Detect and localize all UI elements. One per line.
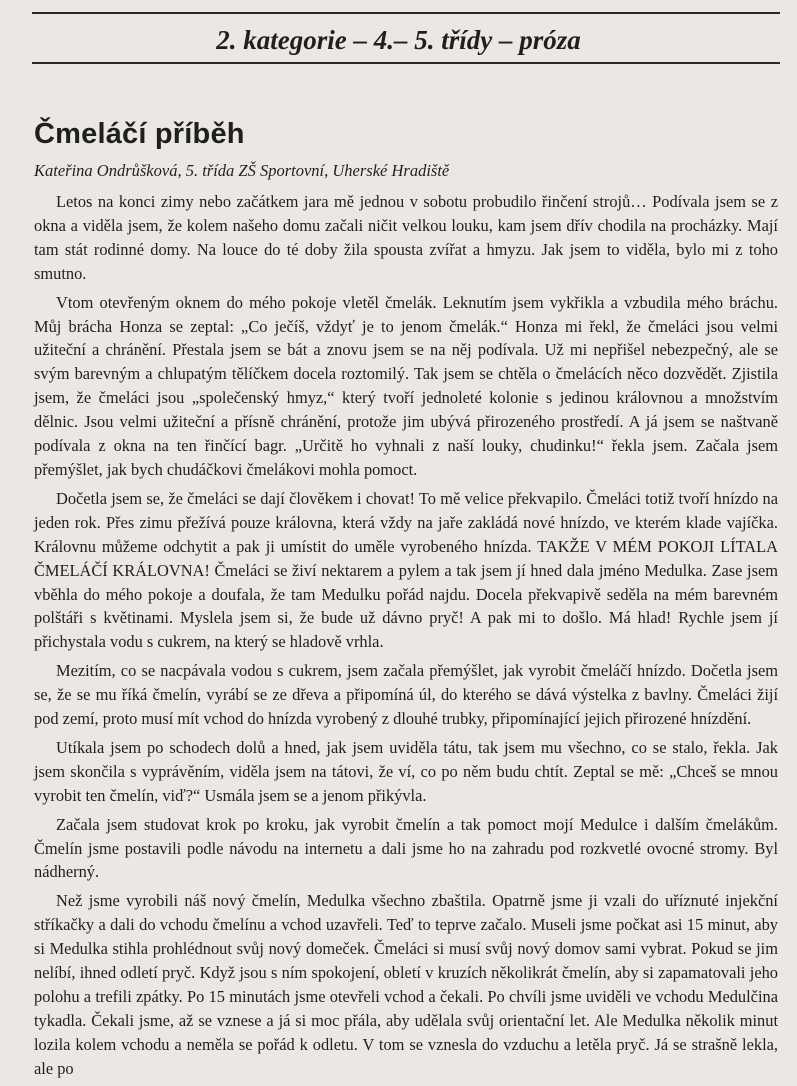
article-byline: Kateřina Ondrůšková, 5. třída ZŠ Sportovní, Uherské Hradiště <box>34 161 450 180</box>
article-body <box>34 190 778 1086</box>
paragraph: Dočetla jsem se, že čmeláci se dají člověkem i chovat! To mě velice překvapilo. Čmeláci totiž tvoří hnízdo na jeden rok. Přes zimu přežívá pouze královna, která vždy na jaře zakládá nové hnízdo, ve kterém klade vajíčka. Královnu můžeme odchytit a pak ji umístit do uměle vyrobeného hnízda. TAKŽE V MÉM POKOJI LÍTALA ČMELÁČÍ KRÁLOVNA! Čmeláci se živí nektarem a pylem a tak jsem jí hned dala jméno Medulka. Zase jsem vběhla do mého pokoje a doufala, že tam Medulku pořád najdu. Docela překvapivě seděla na mém barevném polštáři s květinami. Myslela jsem si, že bude už dávno pryč! A pak mi to došlo. Má hlad! Rychle jsem jí přichystala vodu s cukrem, na který se hladově vrhla. <box>34 488 778 652</box>
paragraph: Než jsme vyrobili náš nový čmelín, Medulka všechno zbaštila. Opatrně jsme ji vzali do uříznuté injekční stříkačky a dali do vchodu čmelínu a vchod uzavřeli. Teď to teprve začalo. Museli jsme počkat asi 15 minut, aby si Medulka stihla prohlédnout svůj nový domeček. Čmeláci si musí svůj nový domov sami vybrat. Pokud se jim nelíbí, ihned odletí pryč. Když jsou s ním spokojení, obletí v kruzích několikrát čmelín, aby si zapamatovali jeho polohu a trefili zpátky. Po 15 minutách jsme otevřeli vchod a čekali. Po chvíli jsme uviděli ve vchodu Medulčina tykadla. Čekali jsme, až se vznese a já si moc přála, aby udělala svůj orientační let. Ale Medulka několik minut lozila kolem vchodu a neměla se pořád k odletu. V tom se vznesla do vzduchu a letěla pryč. Já se strašně lekla, ale po <box>34 891 778 1078</box>
article-title: Čmeláčí příběh <box>34 118 245 150</box>
paragraph: Začala jsem studovat krok po kroku, jak vyrobit čmelín a tak pomoct mojí Medulce i dalším čmelákům. Čmelín jsme postavili podle návodu na internetu a dali jsme ho na zahradu pod rozkvetlé ovocné stromy. Byl nádherný. <box>34 814 778 882</box>
header-rule-top <box>32 12 780 14</box>
paragraph: Letos na konci zimy nebo začátkem jara mě jednou v sobotu probudilo řinčení strojů… Podívala jsem se z okna a viděla jsem, že kolem našeho domu začali ničit velkou louku, kam jsem dřív chodila na procházky. Mají tam stát rodinné domy. Na louce do té doby žila spousta zvířat a hmyzu. Jak jsem to viděla, bylo mi z toho smutno. <box>34 192 778 283</box>
paragraph: Mezitím, co se nacpávala vodou s cukrem, jsem začala přemýšlet, jak vyrobit čmeláčí hnízdo. Dočetla jsem se, že se mu říká čmelín, vyrábí se ze dřeva a připomíná úl, do kterého se dává výstelka z bavlny. Čmeláci žijí pod zemí, proto musí mít vchod do hnízda vyrobený z dlouhé trubky, připomínající jejich přirozené hnízdění. <box>34 661 778 729</box>
paragraph: Vtom otevřeným oknem do mého pokoje vletěl čmelák. Leknutím jsem vykřikla a vzbudila mého bráchu. Můj brácha Honza se zeptal: „Co ječíš, vždyť je to jenom čmelák.“ Honza mi řekl, že čmeláci jsou velmi užiteční a chránění. Přestala jsem se bát a znovu jsem se na něj podívala. Už mi nepřišel nebezpečný, ale se svým barevným a chlupatým tělíčkem docela roztomilý. Tak jsem se chtěla o čmelácích něco dozvědět. Zjistila jsem, že čmeláci jsou „společenský hmyz,“ který tvoří jednoleté kolonie s jedinou královnou a množstvím dělnic. Jsou velmi užiteční a přísně chránění, protože jim ubývá přirozeného prostředí. A já jsem se naštvaně podívala z okna na ten řinčící bagr. „Určitě ho vyhnali z naší louky, chudinku!“ řekla jsem. Začala jsem přemýšlet, jak bych chudáčkovi čmelákovi mohla pomoct. <box>34 292 778 479</box>
header-rule-bottom <box>32 62 780 64</box>
section-heading: 2. kategorie – 4.– 5. třídy – próza <box>216 25 581 55</box>
paragraph: Utíkala jsem po schodech dolů a hned, jak jsem uviděla tátu, tak jsem mu všechno, co se stalo, řekla. Jak jsem skončila s vyprávěním, viděla jsem na tátovi, že ví, co po něm budu chtít. Zeptal se mě: „Chceš se mnou vyrobit ten čmelín, viď?“ Usmála jsem se a jenom přikývla. <box>34 737 778 805</box>
